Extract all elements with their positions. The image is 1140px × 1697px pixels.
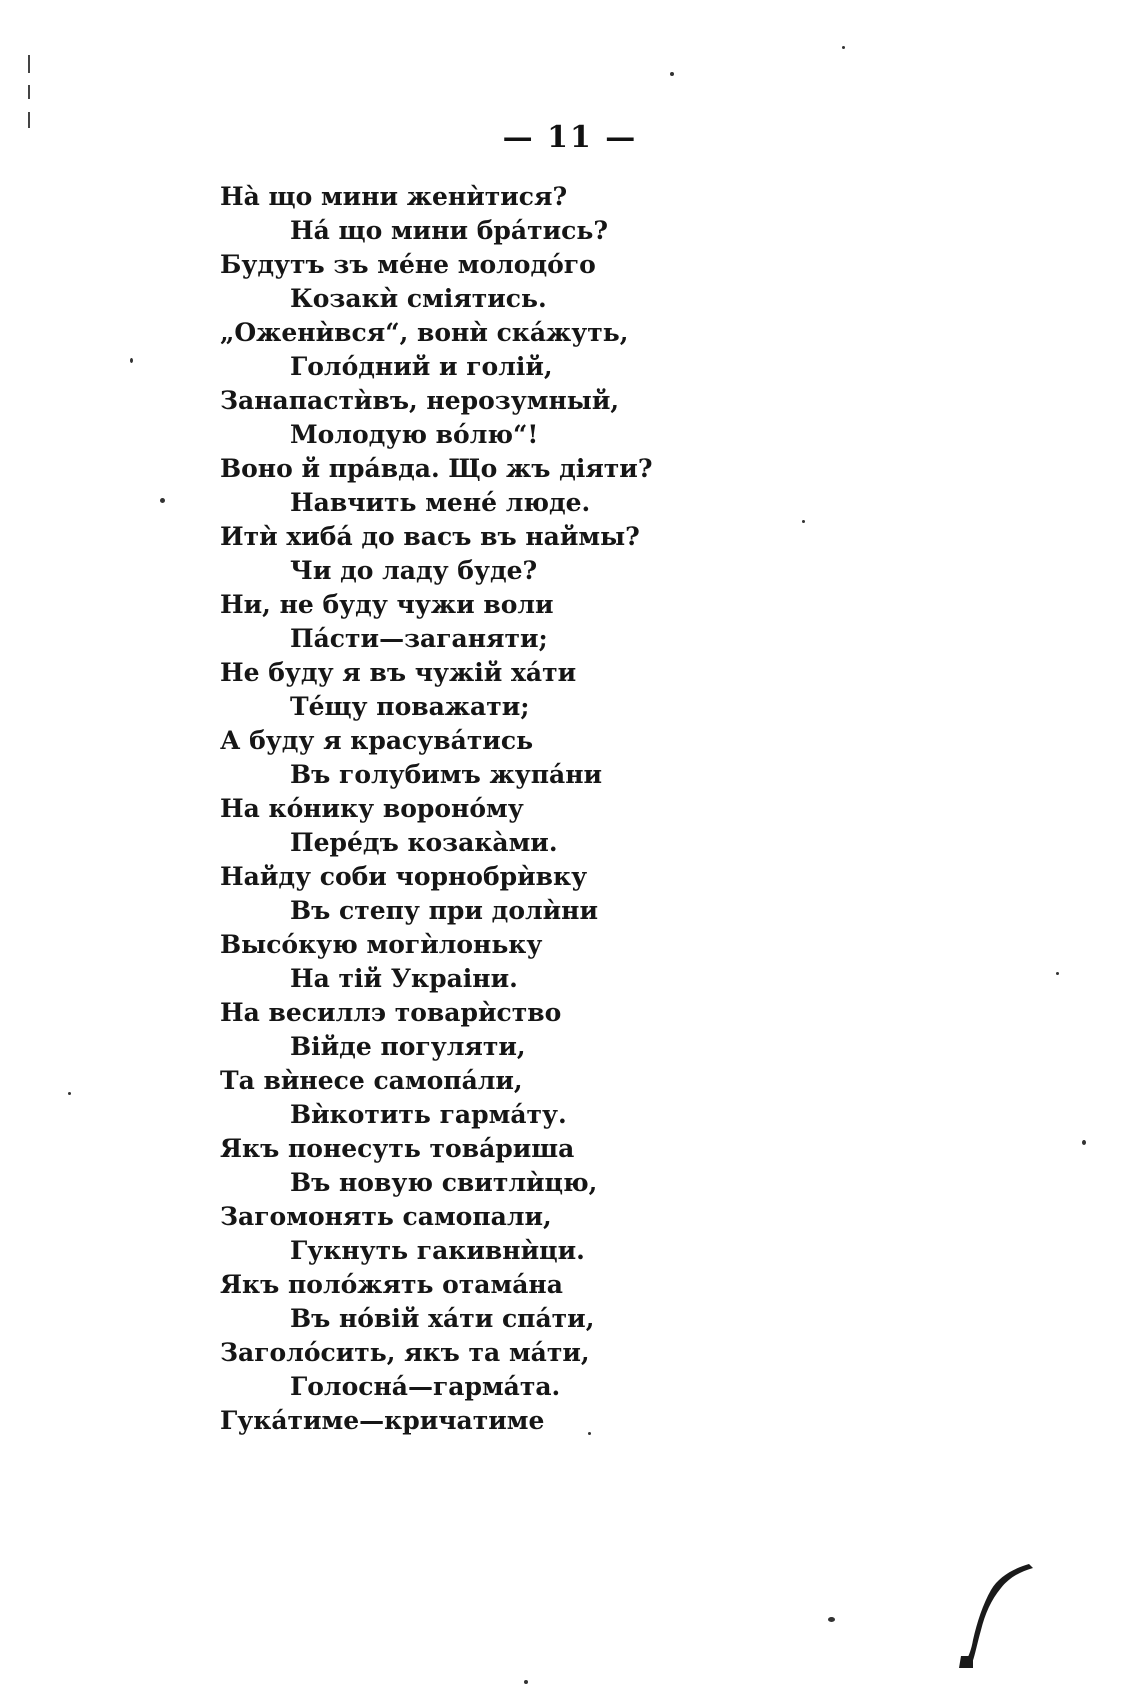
print-speck	[828, 1617, 835, 1622]
poem-line: Загомонять самопали,	[220, 1202, 552, 1231]
poem-line: Заголóсить, якъ та мáти,	[220, 1338, 590, 1367]
poem-line: Въ степу при долѝни	[290, 896, 599, 925]
print-speck	[842, 46, 845, 49]
poem-line: Та вѝнесе самопáли,	[220, 1066, 523, 1095]
poem-line: Нà що мини женѝтися?	[220, 182, 568, 211]
margin-mark	[28, 55, 30, 73]
poem-line: Чи до ладу буде?	[290, 556, 538, 585]
poem-line: Нá що мини брáтись?	[290, 216, 608, 245]
print-speck	[588, 1432, 591, 1435]
print-speck	[802, 520, 805, 523]
poem-line: Ни, не буду чужи воли	[220, 590, 554, 619]
print-speck	[130, 358, 133, 363]
print-speck	[1056, 972, 1059, 975]
poem-line: А буду я красувáтись	[220, 726, 534, 755]
poem-line: На весиллэ товарѝство	[220, 998, 562, 1027]
poem-line: Козакѝ смiятись.	[290, 284, 547, 313]
poem-line: Голóдний и голiй,	[290, 352, 553, 381]
poem-line: На кóнику воронóму	[220, 794, 524, 823]
poem-line: Навчить менé люде.	[290, 488, 591, 517]
page-number: — 11 —	[502, 120, 638, 155]
poem-line: Не буду я въ чужiй хáти	[220, 658, 577, 687]
poem-line: Перéдъ козакàми.	[290, 828, 558, 857]
poem-line: Въ новую свитлѝцю,	[290, 1168, 598, 1197]
poem-text	[220, 180, 940, 1438]
poem-line: Гукáтиме—кричатиме	[220, 1406, 545, 1435]
print-speck	[670, 72, 674, 76]
poem-line: Занапастѝвъ, нерозумный,	[220, 386, 620, 415]
poem-line: Высóкую могѝлоньку	[220, 930, 543, 959]
poem-line: Вiйде погуляти,	[290, 1032, 526, 1061]
poem-line: Якъ понесуть товáриша	[220, 1134, 575, 1163]
print-speck	[524, 1680, 528, 1684]
print-speck	[68, 1092, 71, 1095]
poem-line: Воно й прáвда. Що жъ дiяти?	[220, 454, 653, 483]
print-speck	[160, 498, 165, 503]
margin-mark	[28, 85, 30, 99]
poem-line: Тéщу поважати;	[290, 692, 530, 721]
ink-smudge	[955, 1560, 1035, 1670]
poem-line: Молодую вóлю“!	[290, 420, 539, 449]
poem-line: Голоснá—гармáта.	[290, 1372, 561, 1401]
poem-line: Пáсти—заганяти;	[290, 624, 548, 653]
print-speck	[1082, 1140, 1086, 1145]
poem-line: Вѝкотить гармáту.	[290, 1100, 567, 1129]
poem-line: На тiй Украiни.	[290, 964, 518, 993]
poem-line: Итѝ хибá до васъ въ наймы?	[220, 522, 640, 551]
poem-line: Будутъ зъ мéне молодóго	[220, 250, 596, 279]
poem-line: Въ голубимъ жупáни	[290, 760, 603, 789]
poem-line: „Оженѝвся“, вонѝ скáжуть,	[220, 318, 629, 347]
poem-line: Якъ полóжять отамáна	[220, 1270, 563, 1299]
poem-line: Гукнуть гакивнѝци.	[290, 1236, 585, 1265]
poem-line: Найду соби чорнобрѝвку	[220, 862, 588, 891]
poem-line: Въ нóвiй хáти спáти,	[290, 1304, 595, 1333]
